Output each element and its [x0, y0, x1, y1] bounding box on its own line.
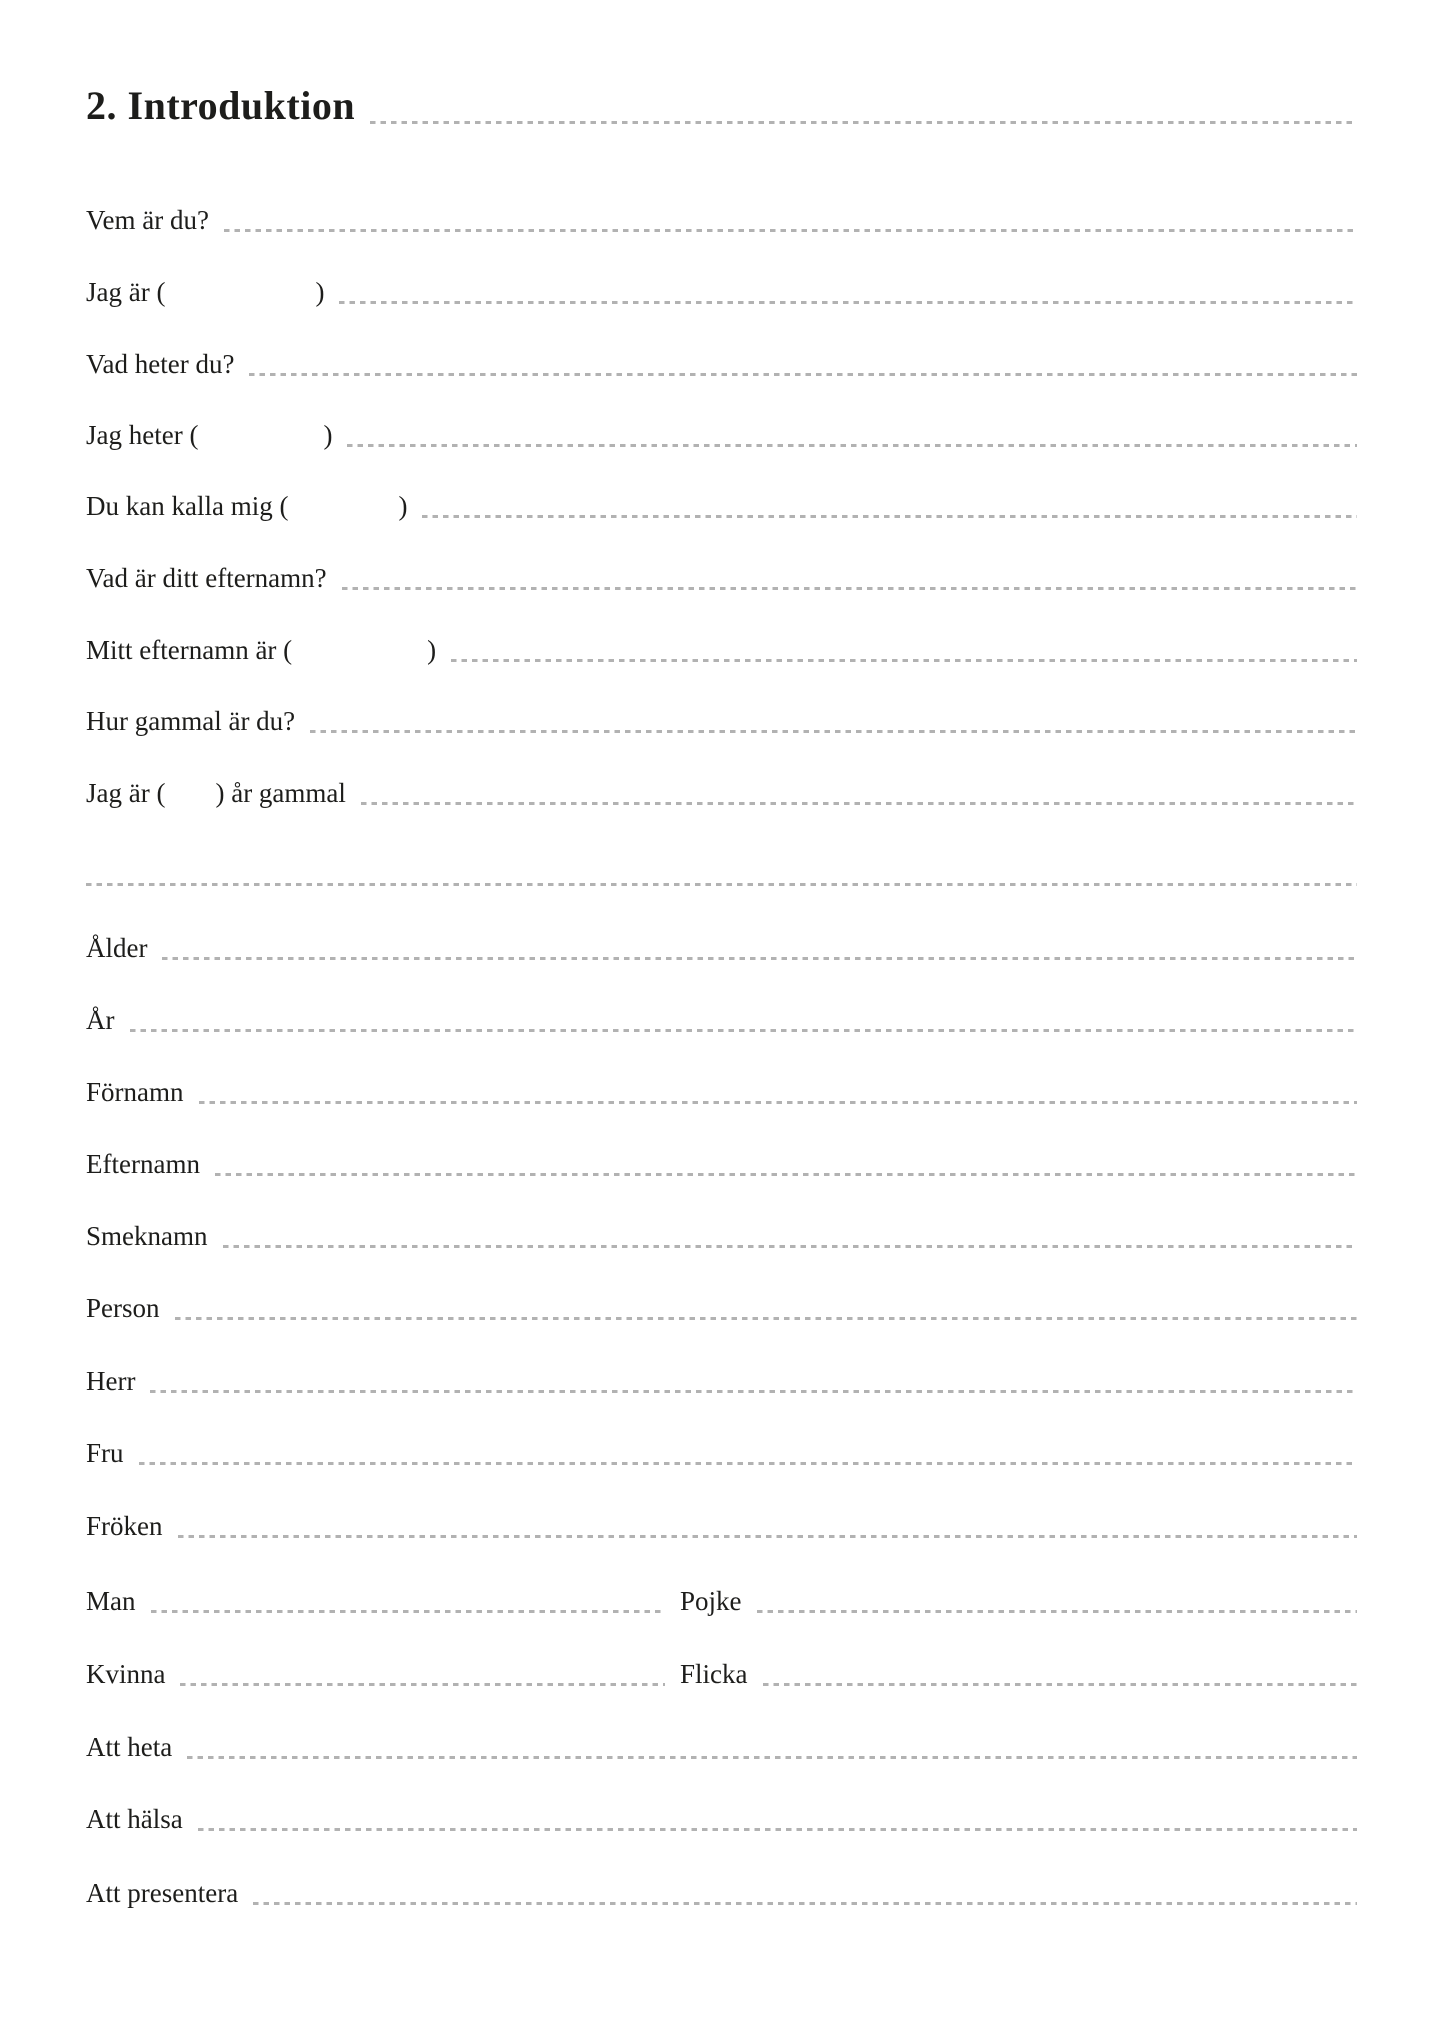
- text-part: ): [427, 634, 437, 665]
- att-heta-label: [86, 1732, 172, 1763]
- vad-ar-ditt-efternamn-dotted-line: [342, 587, 1357, 590]
- row-man-pojke: [86, 1571, 1357, 1617]
- text-part: ): [315, 276, 325, 307]
- man-pojke-cell-1: [680, 1586, 1357, 1617]
- herr-label: [86, 1366, 135, 1397]
- jag-heter-label: [86, 420, 332, 451]
- du-kan-kalla-mig-dotted-line: [422, 515, 1357, 518]
- jag-ar-cell-0: [86, 277, 1357, 308]
- ar-dotted-line: [130, 1029, 1358, 1032]
- paren-blank-space: [288, 514, 398, 515]
- efternamn-label: [86, 1149, 200, 1180]
- text-part: Kvinna: [86, 1658, 166, 1689]
- row-divider: [86, 844, 1357, 890]
- text-part: Ålder: [86, 932, 148, 963]
- text-part: Person: [86, 1292, 160, 1323]
- row-alder: [86, 918, 1357, 964]
- person-cell-0: [86, 1293, 1357, 1324]
- row-vem-ar-du: [86, 190, 1357, 236]
- row-jag-ar-ar-gammal: [86, 763, 1357, 809]
- fornamn-dotted-line: [199, 1101, 1358, 1104]
- paren-blank-space: [292, 658, 427, 659]
- mitt-efternamn-ar-dotted-line: [451, 659, 1357, 662]
- text-part: ): [398, 490, 408, 521]
- jag-ar-ar-gammal-label: [86, 778, 346, 809]
- kvinna-flicka-dotted-line-1: [763, 1683, 1358, 1686]
- alder-dotted-line: [162, 957, 1357, 960]
- row-fornamn: [86, 1062, 1357, 1108]
- fru-dotted-line: [139, 1462, 1357, 1465]
- paren-blank-space: [165, 300, 315, 301]
- text-part: Att hälsa: [86, 1803, 183, 1834]
- row-ar: [86, 990, 1357, 1036]
- text-part: Jag är (: [86, 777, 166, 808]
- att-presentera-dotted-line: [253, 1902, 1357, 1905]
- row-hur-gammal-ar-du: [86, 691, 1357, 737]
- att-halsa-dotted-line: [198, 1828, 1357, 1831]
- man-pojke-dotted-line-0: [151, 1610, 666, 1613]
- row-froken: [86, 1496, 1357, 1542]
- text-part: År: [86, 1004, 115, 1035]
- row-jag-heter: [86, 405, 1357, 451]
- fornamn-cell-0: [86, 1077, 1357, 1108]
- mitt-efternamn-ar-label: [86, 635, 436, 666]
- row-vad-ar-ditt-efternamn: [86, 548, 1357, 594]
- att-heta-dotted-line: [187, 1756, 1357, 1759]
- kvinna-flicka-dotted-line-0: [180, 1683, 665, 1686]
- text-part: Vem är du?: [86, 204, 209, 235]
- smeknamn-cell-0: [86, 1221, 1357, 1252]
- efternamn-cell-0: [86, 1149, 1357, 1180]
- row-att-heta: [86, 1717, 1357, 1763]
- man-pojke-label-1: [680, 1586, 742, 1617]
- text-part: Förnamn: [86, 1076, 184, 1107]
- row-vad-heter-du: [86, 334, 1357, 380]
- froken-dotted-line: [178, 1535, 1358, 1538]
- smeknamn-label: [86, 1221, 208, 1252]
- jag-ar-dotted-line: [339, 301, 1357, 304]
- text-part: Jag heter (: [86, 419, 199, 450]
- text-part: Fru: [86, 1437, 124, 1468]
- fornamn-label: [86, 1077, 184, 1108]
- row-att-presentera: [86, 1863, 1357, 1909]
- herr-dotted-line: [150, 1390, 1357, 1393]
- text-part: Smeknamn: [86, 1220, 208, 1251]
- divider-dotted-line: [86, 883, 1357, 886]
- text-part: Man: [86, 1585, 136, 1616]
- text-part: Efternamn: [86, 1148, 200, 1179]
- mitt-efternamn-ar-cell-0: [86, 635, 1357, 666]
- smeknamn-dotted-line: [223, 1245, 1358, 1248]
- row-jag-ar: [86, 262, 1357, 308]
- du-kan-kalla-mig-cell-0: [86, 491, 1357, 522]
- efternamn-dotted-line: [215, 1173, 1357, 1176]
- jag-heter-dotted-line: [347, 444, 1357, 447]
- title-row: [86, 68, 1357, 128]
- kvinna-flicka-cell-1: [680, 1659, 1357, 1690]
- ar-label: [86, 1005, 115, 1036]
- person-label: [86, 1293, 160, 1324]
- jag-heter-cell-0: [86, 420, 1357, 451]
- vem-ar-du-dotted-line: [224, 229, 1357, 232]
- page-title: 2. Introduktion: [86, 83, 356, 128]
- hur-gammal-ar-du-cell-0: [86, 706, 1357, 737]
- text-part: Pojke: [680, 1585, 742, 1616]
- title-dotted-line: [370, 121, 1357, 124]
- alder-cell-0: [86, 933, 1357, 964]
- text-part: Vad heter du?: [86, 348, 235, 379]
- divider-cell-0: [86, 883, 1357, 890]
- row-du-kan-kalla-mig: [86, 476, 1357, 522]
- att-halsa-cell-0: [86, 1804, 1357, 1835]
- hur-gammal-ar-du-dotted-line: [310, 730, 1357, 733]
- man-pojke-label-0: [86, 1586, 136, 1617]
- fru-cell-0: [86, 1438, 1357, 1469]
- man-pojke-dotted-line-1: [757, 1610, 1357, 1613]
- vad-ar-ditt-efternamn-label: [86, 563, 327, 594]
- content: [86, 0, 1357, 2043]
- att-presentera-label: [86, 1878, 238, 1909]
- att-presentera-cell-0: [86, 1878, 1357, 1909]
- kvinna-flicka-cell-0: [86, 1659, 665, 1690]
- text-part: Herr: [86, 1365, 136, 1396]
- vad-heter-du-label: [86, 349, 234, 380]
- man-pojke-cell-0: [86, 1586, 665, 1617]
- row-fru: [86, 1423, 1357, 1469]
- paren-blank-space: [198, 443, 323, 444]
- row-smeknamn: [86, 1206, 1357, 1252]
- text-part: Att heta: [86, 1731, 173, 1762]
- text-part: Flicka: [680, 1658, 748, 1689]
- text-part: ): [323, 419, 333, 450]
- kvinna-flicka-label-1: [680, 1659, 748, 1690]
- text-part: Du kan kalla mig (: [86, 490, 289, 521]
- froken-cell-0: [86, 1511, 1357, 1542]
- row-efternamn: [86, 1134, 1357, 1180]
- row-kvinna-flicka: [86, 1644, 1357, 1690]
- vad-ar-ditt-efternamn-cell-0: [86, 563, 1357, 594]
- text-part: ) år gammal: [215, 777, 346, 808]
- text-part: Att presentera: [86, 1877, 239, 1908]
- fru-label: [86, 1438, 124, 1469]
- row-mitt-efternamn-ar: [86, 620, 1357, 666]
- du-kan-kalla-mig-label: [86, 491, 407, 522]
- row-herr: [86, 1351, 1357, 1397]
- hur-gammal-ar-du-label: [86, 706, 295, 737]
- jag-ar-ar-gammal-cell-0: [86, 778, 1357, 809]
- text-part: Vad är ditt efternamn?: [86, 562, 327, 593]
- row-att-halsa: [86, 1789, 1357, 1835]
- text-part: Mitt efternamn är (: [86, 634, 293, 665]
- att-halsa-label: [86, 1804, 183, 1835]
- ar-cell-0: [86, 1005, 1357, 1036]
- vad-heter-du-cell-0: [86, 349, 1357, 380]
- person-dotted-line: [175, 1317, 1358, 1320]
- text-part: Fröken: [86, 1510, 163, 1541]
- vad-heter-du-dotted-line: [249, 373, 1357, 376]
- row-person: [86, 1278, 1357, 1324]
- text-part: Jag är (: [86, 276, 166, 307]
- paren-blank-space: [165, 801, 215, 802]
- herr-cell-0: [86, 1366, 1357, 1397]
- jag-ar-label: [86, 277, 324, 308]
- froken-label: [86, 1511, 163, 1542]
- jag-ar-ar-gammal-dotted-line: [361, 802, 1357, 805]
- alder-label: [86, 933, 147, 964]
- att-heta-cell-0: [86, 1732, 1357, 1763]
- vem-ar-du-label: [86, 205, 209, 236]
- kvinna-flicka-label-0: [86, 1659, 165, 1690]
- text-part: Hur gammal är du?: [86, 705, 296, 736]
- vem-ar-du-cell-0: [86, 205, 1357, 236]
